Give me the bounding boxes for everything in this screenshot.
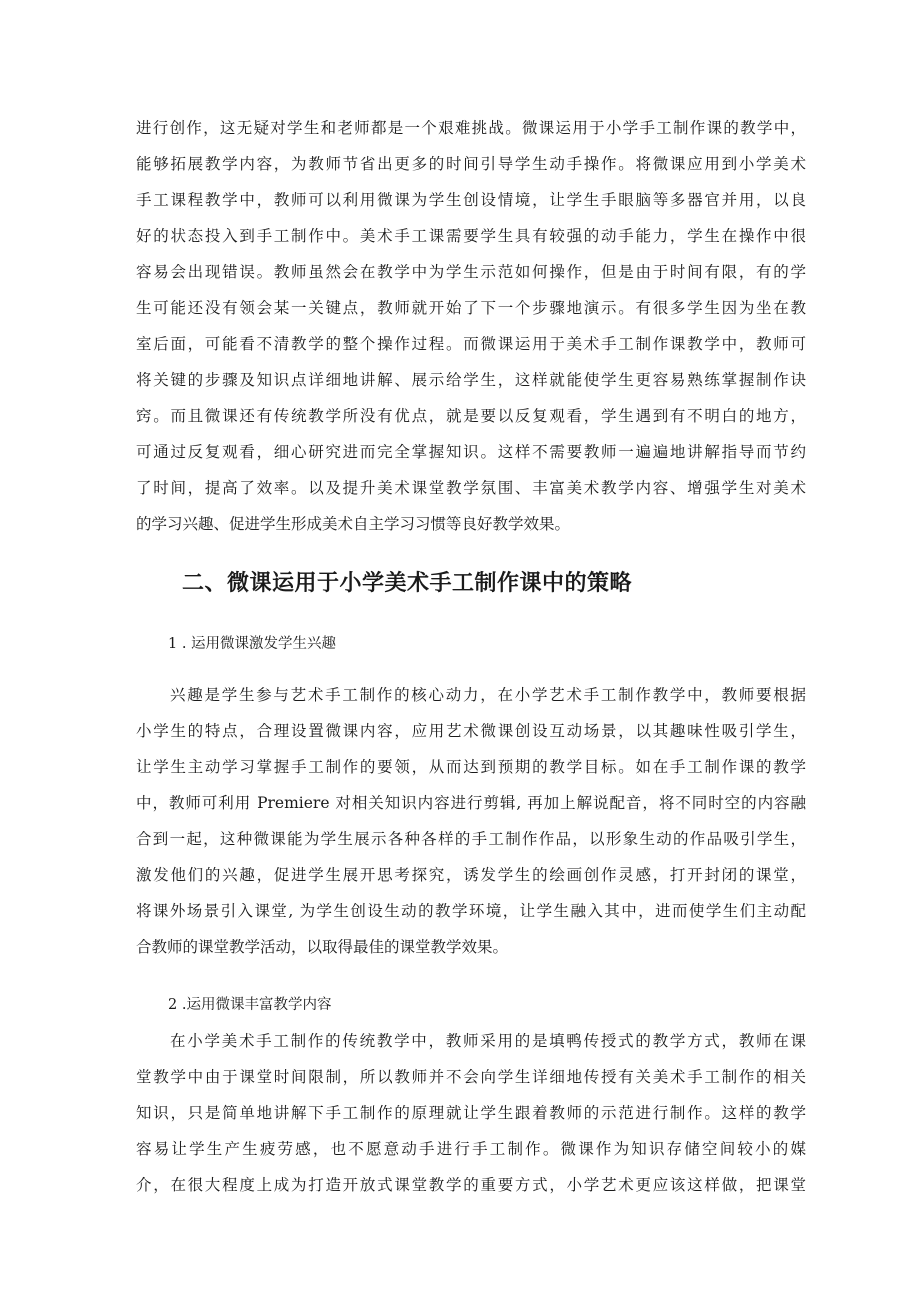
body-line: 容易会出现错误。教师虽然会在教学中为学生示范如何操作，但是由于时间有限，有的学 [136,263,806,281]
body-line: 进行创作，这无疑对学生和老师都是一个艰难挑战。微课运用于小学手工制作课的教学中， [136,119,806,137]
body-line: 窍。而且微课还有传统教学所没有优点，就是要以反复观看，学生遇到有不明白的地方， [136,407,806,425]
body-line: 介，在很大程度上成为打造开放式课堂教学的重要方式，小学艺术更应该这样做，把课堂 [136,1176,806,1194]
body-line: 将课外场景引入课堂, 为学生创设生动的教学环境，让学生融入其中，进而使学生们主动配 [136,902,806,920]
body-line: 知识，只是简单地讲解下手工制作的原理就让学生跟着教师的示范进行制作。这样的教学 [136,1104,806,1122]
body-line: 堂教学中由于课堂时间限制，所以教师并不会向学生详细地传授有关美术手工制作的相关 [136,1068,806,1086]
body-line: 将关键的步骤及知识点详细地讲解、展示给学生，这样就能使学生更容易熟练掌握制作诀 [136,371,806,389]
body-line: 小学生的特点，合理设置微课内容，应用艺术微课创设互动场景，以其趣味性吸引学生， [136,722,806,740]
body-line: 好的状态投入到手工制作中。美术手工课需要学生具有较强的动手能力，学生在操作中很 [136,227,806,245]
body-line: 合到一起，这种微课能为学生展示各种各样的手工制作作品，以形象生动的作品吸引学生， [136,830,806,848]
subsection-title: 2 .运用微课丰富教学内容 [168,997,332,1013]
body-line: 中，教师可利用 Premiere 对相关知识内容进行剪辑, 再加上解说配音，将不同时空的内容融 [136,794,806,812]
body-line: 生可能还没有领会某一关键点，教师就开始了下一个步骤地演示。有很多学生因为坐在教 [136,299,806,317]
body-line: 兴趣是学生参与艺术手工制作的核心动力，在小学艺术手工制作教学中，教师要根据 [170,686,806,704]
body-line: 的学习兴趣、促进学生形成美术自主学习习惯等良好教学效果。 [136,515,571,533]
body-line: 能够拓展教学内容，为教师节省出更多的时间引导学生动手操作。将微课应用到小学美术 [136,155,806,173]
body-line: 室后面，可能看不清教学的整个操作过程。而微课运用于美术手工制作课教学中，教师可 [136,335,806,353]
body-line: 容易让学生产生疲劳感，也不愿意动手进行手工制作。微课作为知识存储空间较小的媒 [136,1140,806,1158]
subsection-title: 1 . 运用微课激发学生兴趣 [168,636,337,652]
body-line: 合教师的课堂教学活动，以取得最佳的课堂教学效果。 [136,938,509,956]
section-heading: 二、微课运用于小学美术手工制作课中的策略 [182,571,633,596]
body-line: 让学生主动学习掌握手工制作的要领，从而达到预期的教学目标。如在手工制作课的教学 [136,758,806,776]
body-line: 可通过反复观看，细心研究进而完全掌握知识。这样不需要教师一遍遍地讲解指导而节约 [136,443,806,461]
body-line: 手工课程教学中，教师可以利用微课为学生创设情境，让学生手眼脑等多器官并用，以良 [136,191,806,209]
body-line: 了时间，提高了效率。以及提升美术课堂教学氛围、丰富美术教学内容、增强学生对美术 [136,479,806,497]
body-line: 激发他们的兴趣，促进学生展开思考探究，诱发学生的绘画创作灵感，打开封闭的课堂， [136,866,806,884]
body-line: 在小学美术手工制作的传统教学中，教师采用的是填鸭传授式的教学方式，教师在课 [170,1032,806,1050]
